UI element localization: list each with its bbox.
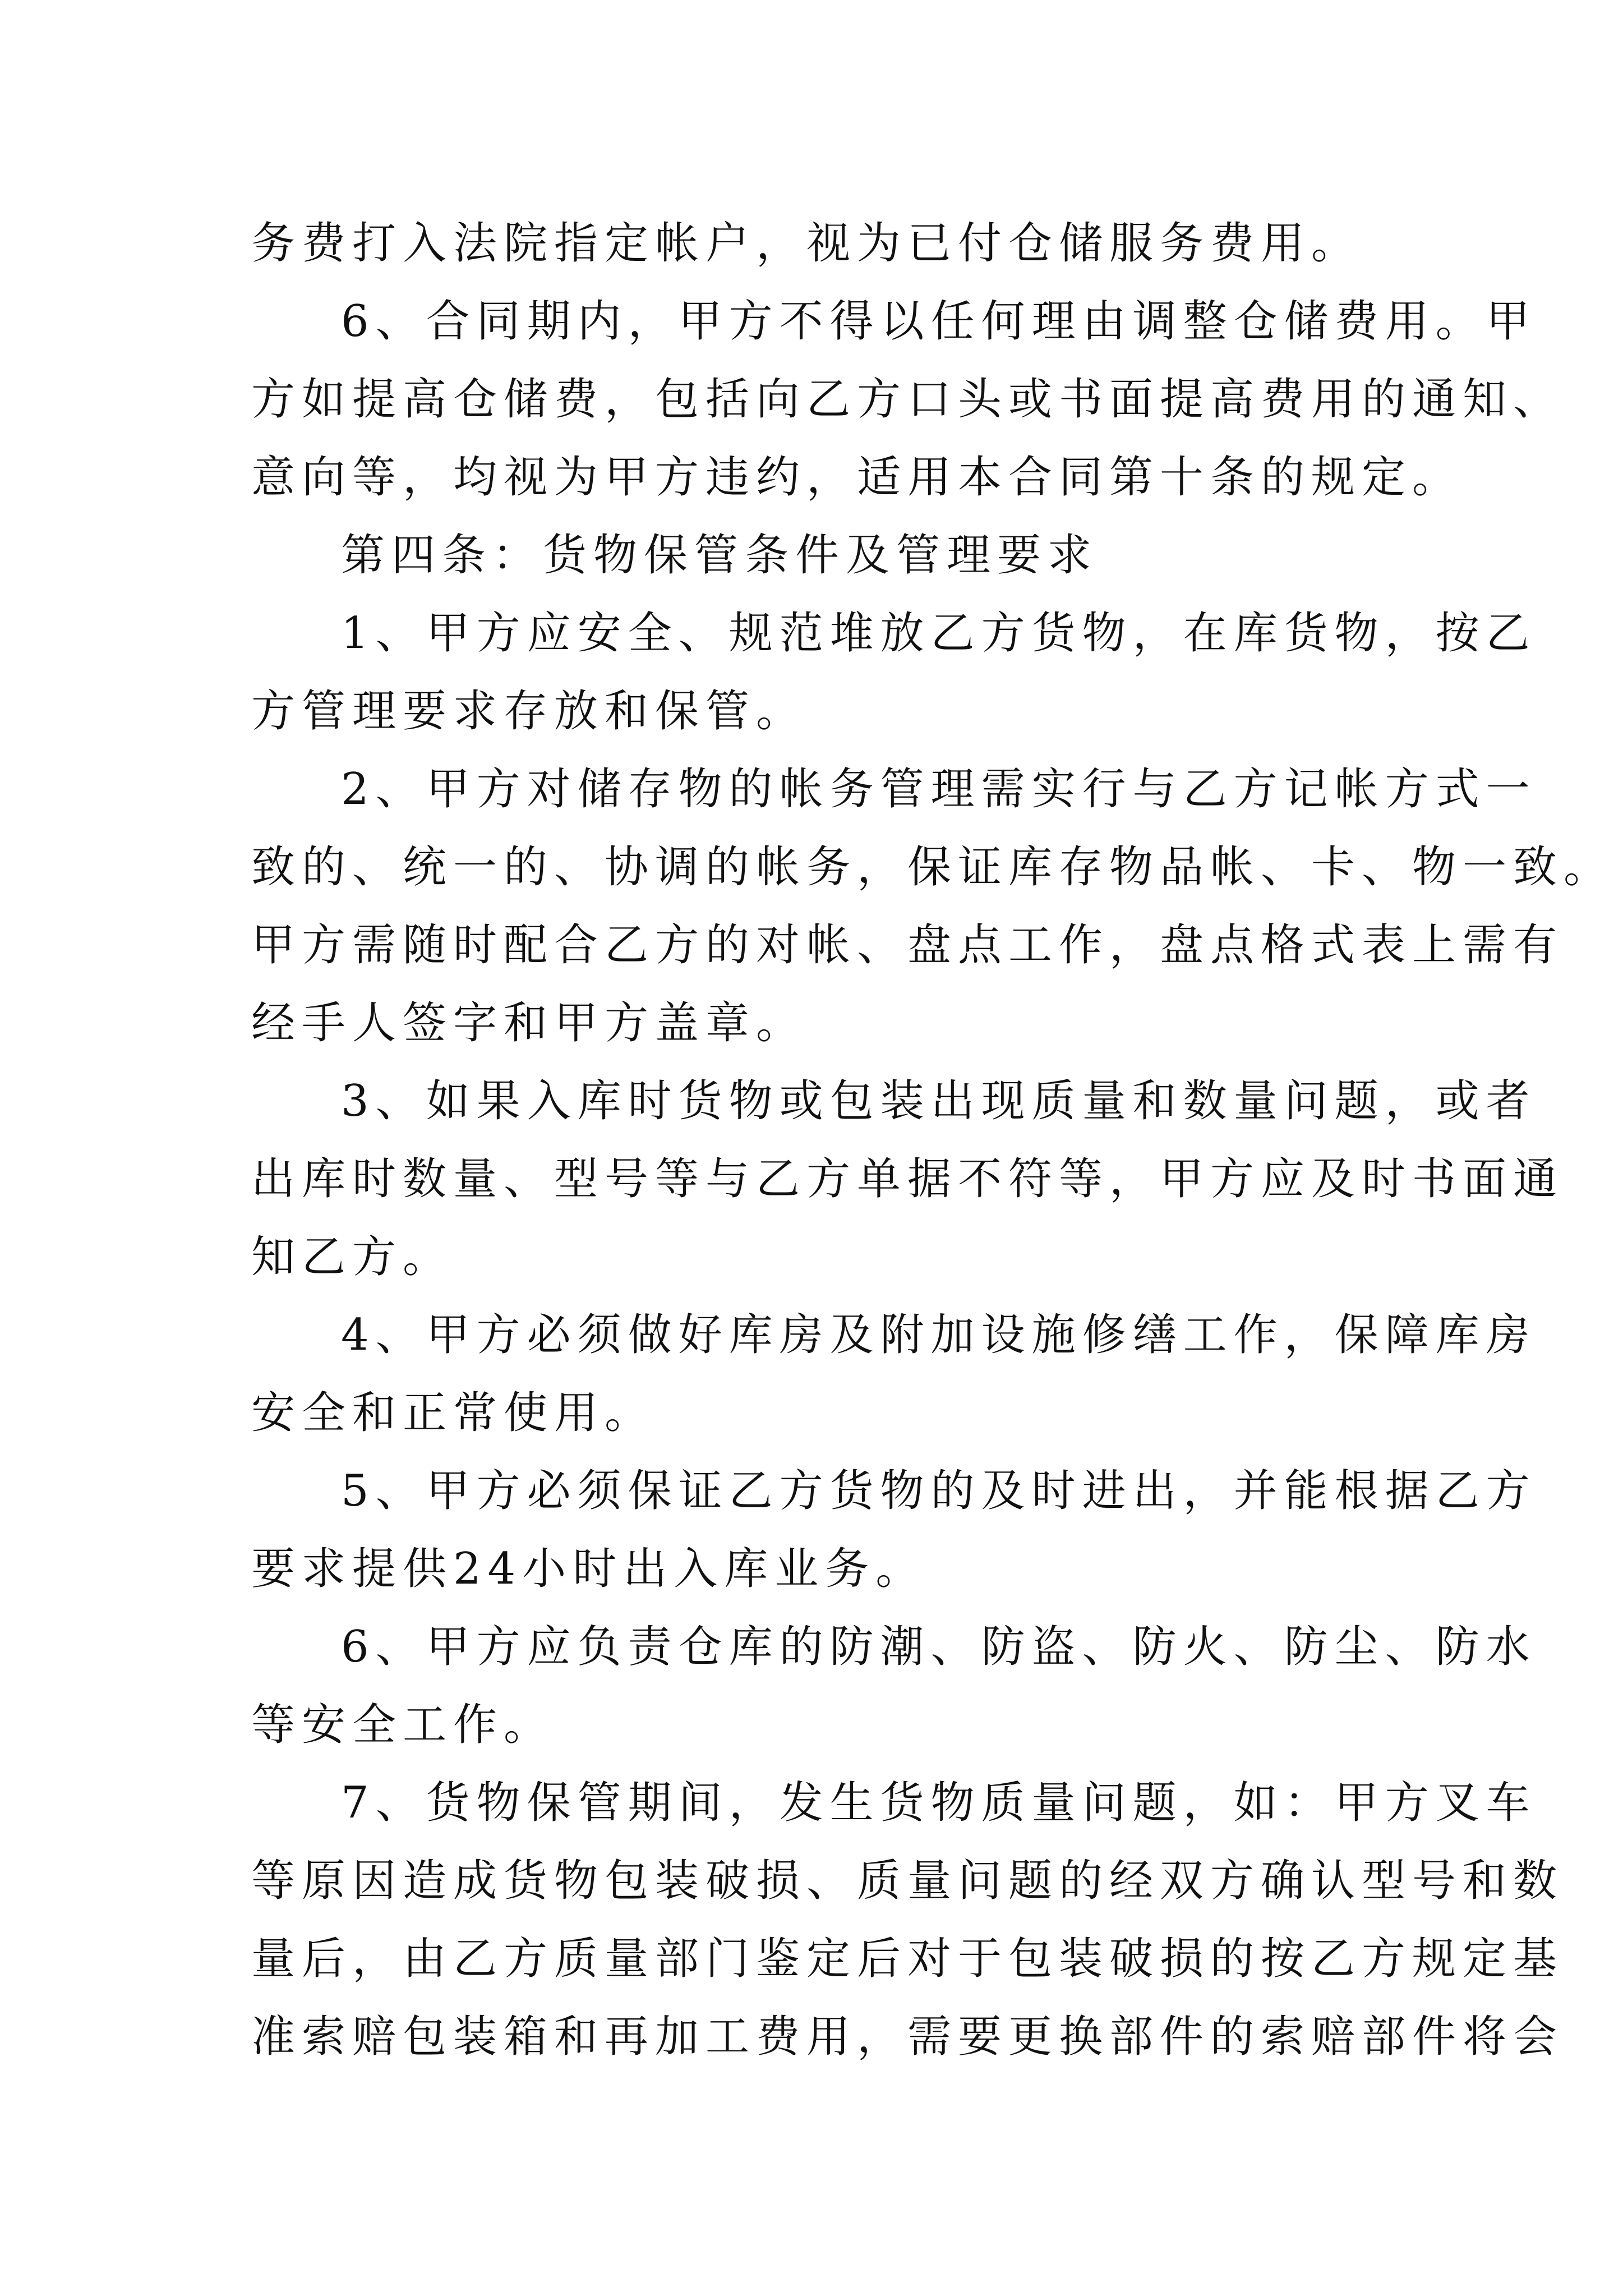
clause-paragraph-start: 2、甲方对储存物的帐务管理需实行与乙方记帐方式一 [341,764,1537,815]
clause-paragraph-start: 1、甲方应安全、规范堆放乙方货物，在库货物，按乙 [341,608,1537,659]
text-line: 等安全工作。 [251,1700,555,1750]
text-line: 知乙方。 [251,1232,454,1282]
text-line: 方如提高仓储费，包括向乙方口头或书面提高费用的通知、 [251,374,1564,425]
clause-paragraph-start: 3、如果入库时货物或包装出现质量和数量问题，或者 [341,1076,1537,1126]
contract-text [251,205,1615,2076]
clause-paragraph-start: 6、甲方应负责仓库的防潮、防盗、防火、防尘、防水 [341,1622,1537,1672]
clause-paragraph-start: 7、货物保管期间，发生货物质量问题，如：甲方叉车 [341,1778,1537,1828]
text-line: 意向等，均视为甲方违约，适用本合同第十条的规定。 [251,452,1463,503]
text-line: 等原因造成货物包装破损、质量问题的经双方确认型号和数 [251,1856,1564,1906]
section-heading: 第四条：货物保管条件及管理要求 [341,530,1099,581]
text-line: 甲方需随时配合乙方的对帐、盘点工作，盘点格式表上需有 [251,920,1564,970]
clause-paragraph-start: 6、合同期内，甲方不得以任何理由调整仓储费用。甲 [341,296,1537,347]
clause-paragraph-start: 4、甲方必须做好库房及附加设施修缮工作，保障库房 [341,1310,1537,1360]
text-line: 方管理要求存放和保管。 [251,686,807,737]
text-line: 准索赔包装箱和再加工费用，需要更换部件的索赔部件将会 [251,2012,1564,2062]
text-line: 要求提供24小时出入库业务。 [251,1544,926,1594]
text-line: 安全和正常使用。 [251,1388,656,1438]
text-line: 致的、统一的、协调的帐务，保证库存物品帐、卡、物一致。 [251,842,1615,892]
clause-paragraph-start: 5、甲方必须保证乙方货物的及时进出，并能根据乙方 [341,1466,1537,1516]
text-line: 量后，由乙方质量部门鉴定后对于包装破损的按乙方规定基 [251,1934,1564,1984]
text-line: 务费打入法院指定帐户，视为已付仓储服务费用。 [251,218,1362,269]
text-line: 出库时数量、型号等与乙方单据不符等，甲方应及时书面通 [251,1154,1564,1204]
text-line: 经手人签字和甲方盖章。 [251,998,807,1048]
